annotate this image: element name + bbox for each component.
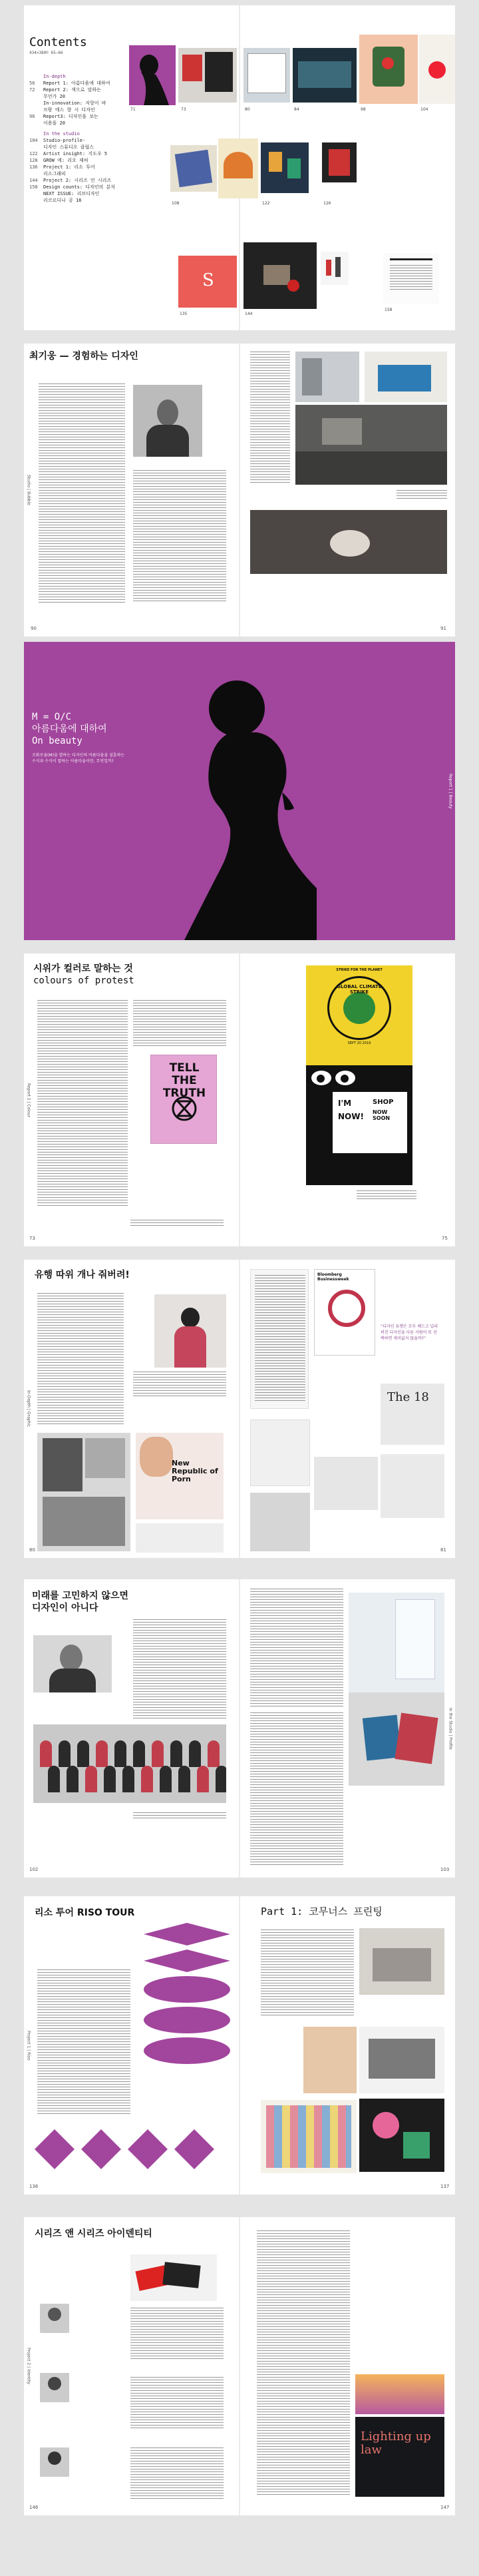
toc-entry: GROW 에: 리오 제허 [43, 158, 88, 163]
toc-entry: 프람 에스 향 시 디자인 [43, 107, 95, 113]
portrait-photo [33, 1635, 112, 1692]
team-member [40, 1740, 52, 1767]
toc-page-number: 158 [29, 184, 38, 190]
beauty-title-1: M = O/C [32, 712, 72, 722]
team-member [189, 1740, 201, 1767]
toc-page-number: 128 [29, 158, 38, 163]
spread-trend [24, 1260, 455, 1558]
sign-3: SHOP [373, 1099, 394, 1106]
team-member [96, 1740, 108, 1767]
card-stack-photo [130, 2254, 217, 2301]
spread-studio [24, 344, 455, 637]
toc-page-number [29, 144, 40, 150]
thumb-num-5: 104 [420, 107, 428, 112]
team-photo [33, 1724, 226, 1803]
toc-page-number [29, 170, 40, 177]
series-s-glyph: S [202, 270, 214, 290]
lighting-poster [355, 2417, 444, 2497]
mag-grid-4 [250, 1493, 310, 1551]
body-text-col2 [257, 2230, 350, 2497]
strike-poster-yellow [306, 965, 412, 1065]
team-member [48, 1766, 60, 1792]
page-number-left: 73 [29, 1236, 35, 1241]
side-label: Project 1 | Riso [26, 2030, 31, 2061]
toc-page-number: 122 [29, 151, 38, 156]
spread-title-2: 디자인이 아니다 [32, 1603, 98, 1613]
toc-entry: Report 1: 아름다움에 대하여 [43, 81, 110, 86]
portrait-photo [133, 385, 202, 457]
side-label: Report 1 | Beauty [448, 773, 453, 809]
dining-photo [250, 510, 447, 574]
tell-the-truth-poster [150, 1055, 217, 1144]
spread-subtitle: colours of protest [33, 975, 134, 986]
caption-lines [133, 1812, 226, 1820]
thumb-report3 [293, 48, 357, 103]
toc-row [29, 100, 129, 107]
page-number-right: 91 [440, 626, 446, 631]
page-number-left: 146 [29, 2505, 39, 2510]
product-photo [349, 1692, 444, 1786]
beauty-lede: 조화로움(M)을 발하는 디자인의 아름다움을 설훈하는 수식과 수식이 말하는 아름다움이란, 무엇일까? [32, 753, 125, 764]
spread-future [24, 1579, 455, 1878]
toc-row [29, 144, 129, 150]
toc-page-number: 56 [29, 81, 35, 86]
toc-row [29, 184, 129, 190]
spread-title: 리소 투어 RISO TOUR [35, 1908, 135, 1918]
page-number-left: 136 [29, 2184, 39, 2189]
thumb-protest [178, 48, 237, 103]
page-number-right: 103 [440, 1867, 450, 1872]
page-number-left: 90 [31, 626, 37, 631]
caption-lines [130, 1220, 224, 1228]
riso-diamond-3 [35, 2129, 75, 2169]
toc-row [29, 93, 129, 100]
thumb-next [383, 253, 439, 304]
team-member [67, 1766, 79, 1792]
toc-entry: Project 2: 시리즈 언 시리즈 [43, 178, 112, 183]
toc-page-number: 104 [29, 138, 38, 143]
toc-entry: Design counts: 디자인의 분석 [43, 184, 116, 190]
thumb-artist [261, 142, 309, 193]
gutter [239, 1260, 240, 1558]
toc-row [29, 177, 129, 184]
body-text-col2 [250, 1589, 343, 1708]
toc-page-number: 136 [29, 164, 38, 170]
beauty-title-3: On beauty [32, 736, 82, 746]
mag-grid-2 [314, 1457, 378, 1510]
riso-print-black [359, 2099, 444, 2172]
thumb-product [419, 35, 455, 104]
toc-row [29, 73, 129, 80]
thumb-book [170, 145, 217, 192]
gutter [239, 953, 240, 1246]
riso-diamond-5 [128, 2129, 168, 2169]
body-text-col1 [39, 384, 125, 603]
toc-entry: 리코르디나 공 16 [43, 198, 82, 203]
thumb-num-6: 108 [172, 201, 180, 206]
toc-entry: NEXT ISSUE: 리브디자인 [43, 191, 100, 196]
toc-entry: Project 1: 리소 투어 [43, 164, 95, 170]
thumb-num-11: 158 [385, 308, 393, 312]
toc-entry: 이용을 20 [43, 121, 65, 126]
team-member [77, 1740, 89, 1767]
caption-lines [397, 490, 447, 501]
toc-entry: 디자인 스튜디오 클립스 [43, 144, 94, 150]
contents-issue: 434×380© 65–66 [29, 51, 63, 55]
riso-diamond-1 [144, 1923, 230, 1945]
body-text-col2 [133, 470, 226, 603]
toc-page-number [29, 93, 40, 100]
riso-diamond-6 [174, 2129, 214, 2169]
interview-text-2 [130, 2377, 224, 2430]
thumb-num-9: 135 [180, 312, 188, 316]
thumb-studio [359, 35, 418, 104]
interview-text-1 [130, 2308, 224, 2361]
caption-lines [357, 1190, 416, 1200]
team-member [178, 1766, 190, 1792]
studio-photo-1 [295, 352, 359, 402]
thumb-grow [322, 142, 357, 182]
body-text-col1 [37, 1293, 124, 1426]
toc-entry: In the studio [43, 131, 80, 136]
mag-grid-3 [381, 1454, 444, 1518]
team-member [85, 1766, 97, 1792]
avatar-1 [40, 2304, 69, 2333]
toc-list [29, 69, 129, 204]
toc-page-number: 96 [29, 114, 35, 119]
strike-top-text: GLOBAL CLIMATE STRIKE [337, 984, 382, 995]
thumb-num-7: 122 [262, 201, 270, 206]
toc-page-number [29, 197, 40, 204]
toc-row [29, 120, 129, 127]
spread-protest [24, 953, 455, 1246]
side-label: In the Studio | Profile [448, 1707, 453, 1750]
bloomberg-cover [314, 1269, 375, 1356]
body-text-col2 [261, 1930, 354, 2016]
spread-title: 유행 따위 개나 줘버려! [35, 1270, 130, 1280]
strike-banner: STRIKE FOR THE PLANET [336, 968, 383, 972]
toc-entry: In-innovation: 저항이 바 [43, 101, 106, 106]
body-text-col3 [250, 352, 290, 485]
toc-entry: Artist insight: 지도우 5 [43, 151, 108, 156]
side-label: Studio | Bubble [26, 475, 31, 505]
toc-entry: In-depth [43, 74, 66, 79]
thumb-num-1: 73 [181, 107, 186, 112]
studio-photo-3 [295, 405, 447, 485]
side-label: In-Depth | Graphic [26, 1390, 31, 1427]
mag-title-1: Bloomberg Businessweek [317, 1272, 349, 1282]
page-number-right: 137 [440, 2184, 450, 2189]
thumb-num-4: 98 [361, 107, 366, 112]
toc-page-number [29, 190, 40, 197]
team-member [208, 1740, 220, 1767]
toc-row [29, 113, 129, 120]
sign-2: NOW! [338, 1112, 364, 1121]
spread-title: 시위가 컬러로 말하는 것 [33, 963, 133, 974]
toc-entry: Report 2: 색으로 말하는 [43, 87, 101, 93]
riso-lens-3 [144, 2037, 230, 2064]
gutter [239, 344, 240, 637]
spread-title: 최기웅 — 경험하는 디자인 [29, 351, 138, 362]
sign-1: I'M [338, 1099, 352, 1108]
toc-row [29, 150, 129, 157]
sign-4: NOW SOON [373, 1109, 391, 1121]
riso-machine-photo [359, 1928, 444, 1995]
team-member [59, 1740, 71, 1767]
side-label: Project 2 | Identity [26, 2348, 31, 2385]
team-member [104, 1766, 116, 1792]
riso-print-2 [359, 2027, 444, 2093]
spread-beauty [24, 642, 455, 940]
mag-title-2: New Republic of Porn [172, 1459, 218, 1483]
team-member [170, 1740, 182, 1767]
toc-row [29, 164, 129, 170]
tell-the-truth-text: TELL THE TRUTH [162, 1061, 206, 1100]
toc-row [29, 190, 129, 197]
window-photo [349, 1593, 444, 1692]
toc-row [29, 197, 129, 204]
thumb-design [243, 242, 317, 309]
team-member [133, 1740, 145, 1767]
sunset-photo [355, 2374, 444, 2414]
page-number-right: 75 [442, 1236, 448, 1241]
team-member [122, 1766, 134, 1792]
contents-spread [24, 5, 455, 330]
spread-title-1: 미래를 고민하지 않으면 [32, 1591, 128, 1601]
thumb-num-2: 80 [245, 107, 250, 112]
contents-title: Contents [29, 35, 87, 49]
spread-title: 시리즈 앤 시리즈 아이덴티티 [35, 2228, 152, 2239]
thumb-series [178, 256, 237, 308]
gutter [239, 1896, 240, 2194]
collage-photo [37, 1433, 130, 1551]
toc-row [29, 157, 129, 164]
riso-diamond-4 [81, 2129, 121, 2169]
spread-identity [24, 2217, 455, 2515]
thumb-trend [243, 48, 290, 103]
strike-poster-black [306, 1065, 412, 1185]
extinction-symbol-icon [171, 1095, 198, 1122]
page-number-right: 81 [440, 1547, 446, 1553]
gutter [239, 2217, 240, 2515]
team-member [216, 1766, 226, 1792]
studio-photo-2 [365, 352, 447, 402]
mag-title-3: The 18 [387, 1390, 429, 1404]
thumb-colour [218, 138, 258, 198]
thumb-num-3: 84 [294, 107, 299, 112]
toc-page-number: 72 [29, 87, 35, 93]
page-number-left: 102 [29, 1867, 39, 1872]
thumb-beauty [129, 45, 176, 105]
team-member [197, 1766, 209, 1792]
strike-sub-text: SEPT 20 2019 [347, 1041, 371, 1045]
toc-row [29, 130, 129, 137]
toc-row [29, 107, 129, 113]
page-number-left: 80 [29, 1547, 35, 1553]
bloomberg-page [250, 1269, 309, 1409]
toc-page-number: 144 [29, 178, 38, 183]
beauty-title-2: 아름다움에 대하여 [32, 724, 107, 734]
body-text-col1 [37, 1969, 130, 2116]
avatar-2 [40, 2373, 69, 2402]
toc-row [29, 80, 129, 87]
interview-text-3 [130, 2447, 224, 2501]
body-text-col2 [133, 1372, 226, 1398]
mag-grid-1 [250, 1419, 310, 1486]
team-member [114, 1740, 126, 1767]
avatar-3 [40, 2447, 69, 2477]
thumb-num-8: 126 [323, 201, 331, 206]
toc-page-number [29, 100, 40, 107]
toc-entry: Studio-profile- [43, 138, 86, 143]
riso-lens-2 [144, 2007, 230, 2033]
team-member [160, 1766, 172, 1792]
riso-print-1 [303, 2027, 357, 2093]
toc-page-number [29, 73, 40, 80]
spread-riso [24, 1896, 455, 2194]
gutter [239, 1579, 240, 1878]
riso-lens-1 [144, 1976, 230, 2003]
page-number-right: 147 [440, 2505, 450, 2510]
toc-row [29, 137, 129, 144]
toc-row [29, 87, 129, 93]
part-title: Part 1: 코무너스 프린팅 [261, 1906, 383, 1918]
body-text-col3 [250, 1712, 343, 1866]
body-text-col1 [37, 1000, 128, 1206]
toc-page-number [29, 130, 40, 137]
portrait-photo [154, 1294, 226, 1368]
lighting-text: Lighting up law [361, 2430, 431, 2457]
mag-spread-thumb [136, 1523, 224, 1553]
toc-entry: Report3: 디자인을 보는 [43, 114, 98, 119]
thumb-figures [321, 252, 349, 285]
body-text-col2 [133, 1000, 226, 1048]
toc-page-number [29, 107, 40, 113]
portrait-silhouette-icon [129, 45, 176, 105]
mag-cover-the18 [381, 1384, 444, 1445]
toc-entry: 리소그래피 [43, 171, 66, 176]
riso-diamond-2 [144, 1949, 230, 1972]
thumb-num-0: 71 [130, 107, 136, 112]
thumb-num-10: 144 [245, 312, 253, 316]
new-republic-cover [136, 1433, 224, 1519]
team-member [152, 1740, 164, 1767]
pull-quote: “디자인 유행은 모두 해드고 널리 퍼진 디자인을 다른 사람이 또 선택하면 재미없지 않을까?” [381, 1324, 438, 1341]
toc-page-number [29, 120, 40, 127]
toc-entry: 무언가 20 [43, 94, 65, 99]
body-text-col1 [133, 1619, 226, 1719]
team-member [141, 1766, 153, 1792]
toc-row [29, 170, 129, 177]
profile-silhouette-icon [157, 668, 317, 940]
side-label: Report 2 | Colour [26, 1083, 31, 1117]
riso-print-grid [261, 2100, 357, 2173]
